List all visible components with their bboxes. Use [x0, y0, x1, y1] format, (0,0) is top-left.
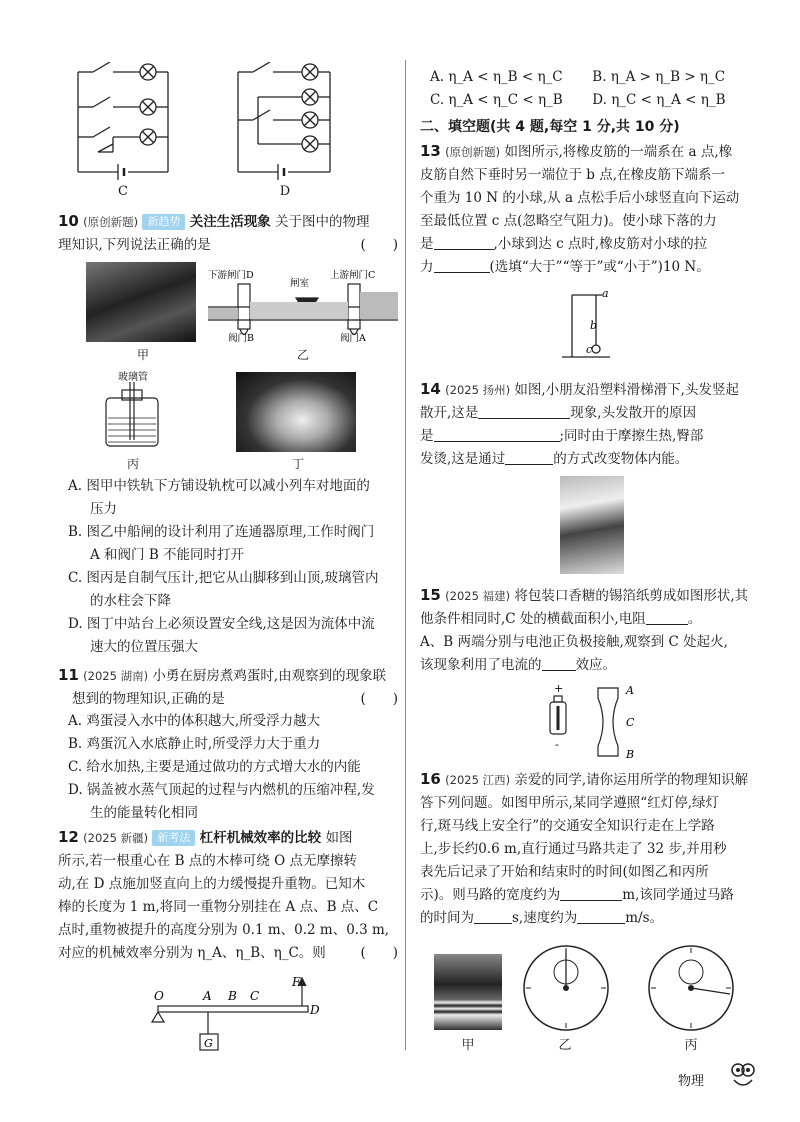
- option-d-cont: 生的能量转化相同: [90, 805, 198, 821]
- question-stem-line6: 示)。则马路的宽度约为: [420, 887, 561, 903]
- question-stem-line4-cont: 效应。: [575, 657, 616, 673]
- answer-paren: ( ): [360, 237, 398, 253]
- question-11: [58, 664, 398, 711]
- option-b-cont: A 和阀门 B 不能同时打开: [90, 547, 245, 563]
- question-stem: 关于图中的物理: [275, 214, 370, 230]
- question-stem-line3: 是: [420, 428, 434, 444]
- answer-blank[interactable]: [505, 450, 553, 465]
- answer-blank[interactable]: [474, 909, 512, 924]
- column-divider: [405, 60, 406, 1050]
- question-stem-line4: 发烫,这是通过: [420, 451, 506, 467]
- question-stem: 小勇在厨房煮鸡蛋时,由观察到的现象联: [152, 668, 387, 684]
- slide-child-photo: [560, 476, 624, 574]
- answer-paren: ( ): [360, 945, 398, 961]
- answer-blank[interactable]: [434, 427, 560, 442]
- answer-blank[interactable]: [560, 886, 622, 901]
- option-b: B. η_A > η_B > η_C: [592, 69, 726, 85]
- section-heading: 二、填空题(共 4 题,每空 1 分,共 10 分): [420, 119, 680, 135]
- option-d-cont: 速大的位置压强大: [90, 639, 198, 655]
- question-14: [420, 378, 760, 471]
- option-b: B. 图乙中船闸的设计利用了连通器原理,工作时阀门: [68, 524, 375, 540]
- question-stem-line2: 皮筋自然下垂时另一端位于 b 点,在橡皮筋下端系一: [420, 167, 726, 183]
- question-stem-line6: 对应的机械效率分别为 η_A、η_B、η_C。则: [58, 945, 326, 961]
- ship-lock-diagram: [208, 262, 398, 342]
- question-number: 13: [420, 142, 441, 160]
- answer-blank[interactable]: [646, 610, 688, 625]
- question-source: (2025 江西): [445, 773, 511, 787]
- question-source: (2025 扬州): [445, 383, 511, 397]
- point-c-label: C: [626, 716, 635, 729]
- valve-b-label: 阀门B: [228, 333, 254, 342]
- gate-d-label: 下游闸门D: [208, 270, 254, 281]
- option-c: C. 给水加热,主要是通过做功的方式增大水的内能: [68, 759, 361, 775]
- option-c-cont: 的水柱会下降: [90, 593, 171, 609]
- question-stem-line6-cont: m,该同学通过马路: [622, 887, 734, 903]
- force-f-label: F: [292, 976, 301, 989]
- end-b-label: B: [626, 748, 635, 761]
- question-stem-line3-cont: ;同时由于摩擦生热,臀部: [559, 428, 704, 444]
- point-a-label: A: [203, 989, 212, 1003]
- option-d: D. 图丁中站台上必须设置安全线,这是因为流体中流: [68, 616, 375, 632]
- negative-terminal: -: [555, 738, 559, 751]
- option-c-label: C: [118, 184, 128, 199]
- question-stem-line5: 是: [420, 236, 434, 252]
- question-10: [58, 210, 398, 257]
- fig-bing-label: 丙: [684, 1038, 698, 1053]
- point-a-label: a: [602, 287, 609, 300]
- question-stem-line2: 答下列问题。如图甲所示,某同学遵照“红灯停,绿灯: [420, 795, 719, 811]
- question-source: (2025 福建): [445, 589, 511, 603]
- option-b: B. 鸡蛋沉入水底静止时,所受浮力大于重力: [68, 736, 321, 752]
- fig-ding-label: 丁: [291, 457, 304, 471]
- option-a: A. 图甲中铁轨下方铺设轨枕可以减小列车对地面的: [68, 478, 370, 494]
- question-source: (原创新题): [83, 215, 139, 229]
- lever-diagram: [148, 976, 328, 1056]
- question-stem-line7-unit: m/s。: [625, 910, 664, 926]
- option-a: A. 鸡蛋浸入水中的体积越大,所受浮力越大: [68, 713, 321, 729]
- question-stem: 如图所示,将橡皮筋的一端系在 a 点,橡: [504, 144, 733, 160]
- question-stem-line6-cont: (选填“大于”“等于”或“小于”)10 N。: [489, 259, 710, 275]
- question-stem-line4: 上,步长约0.6 m,直行通过马路共走了 32 步,并用秒: [420, 841, 727, 857]
- question-stem-line2: 所示,若一根重心在 B 点的木棒可绕 O 点无摩擦转: [58, 853, 357, 869]
- question-source: (2025 湖南): [83, 669, 149, 683]
- option-a-cont: 压力: [90, 501, 117, 517]
- question-12: [58, 826, 398, 965]
- option-c: C. η_A < η_C < η_B: [430, 92, 563, 108]
- question-stem: 将包装口香糖的锡箔纸剪成如图形状,其: [514, 588, 749, 604]
- high-speed-train-photo: [236, 372, 356, 452]
- rubber-band-stand-diagram: [560, 285, 640, 365]
- end-a-label: A: [626, 684, 634, 697]
- point-c-label: c: [586, 343, 593, 356]
- question-stem-line2: 散开,这是: [420, 405, 479, 421]
- answer-blank[interactable]: [542, 656, 576, 671]
- q12-options: [430, 66, 750, 112]
- stopwatch-pair: [516, 944, 756, 1034]
- question-stem-line3: 个重为 10 N 的小球,从 a 点松手后小球竖直向下运动: [420, 190, 740, 206]
- new-trend-badge: 新趋势: [142, 214, 185, 230]
- q11-options: [68, 710, 398, 825]
- gate-c-label: 上游闸门C: [330, 270, 376, 281]
- answer-blank[interactable]: [434, 235, 494, 250]
- question-stem: 如图: [325, 830, 353, 846]
- option-c: C. 图丙是自制气压计,把它从山脚移到山顶,玻璃管内: [68, 570, 379, 586]
- glass-tube-label: 玻璃管: [118, 372, 148, 383]
- question-stem-line6: 力: [420, 259, 434, 275]
- question-stem-line3: 动,在 D 点施加竖直向上的力缓慢提升重物。已知木: [58, 876, 366, 892]
- barometer-bottle-diagram: [88, 370, 178, 450]
- option-a: A. η_A < η_B < η_C: [430, 69, 563, 85]
- crosswalk-photo: [434, 954, 502, 1030]
- question-15: 15 (2025 福建) 将包装口香糖的锡箔纸剪成如图形状,其 他条件相同时,C 处的横截面积小,电阻 。 A、B 两端分别与电池正负极接触,观察到 C 处起火, 该现象利用了电流的 效应。: [420, 586, 749, 673]
- question-topic: 杠杆机械效率的比较: [199, 830, 322, 846]
- question-topic: 关注生活现象: [189, 214, 271, 230]
- question-stem-line2: 他条件相同时,C 处的横截面积小,电阻: [420, 611, 646, 627]
- lock-chamber-label: 闸室: [290, 278, 310, 289]
- point-o-label: O: [154, 989, 164, 1003]
- question-number: 11: [58, 666, 79, 684]
- question-stem-line4: 该现象利用了电流的: [420, 657, 542, 673]
- question-stem-line7: 的时间为: [420, 910, 474, 926]
- new-method-badge: 新考法: [152, 830, 195, 846]
- question-13: [420, 140, 760, 279]
- circuit-diagrams: [68, 62, 358, 202]
- fig-yi-label: 乙: [296, 348, 309, 362]
- question-stem-line2-cont: 现象,头发散开的原因: [570, 405, 697, 421]
- question-stem-line3: A、B 两端分别与电池正负极接触,观察到 C 处起火,: [420, 634, 728, 650]
- question-stem-line7-cont: s,速度约为: [512, 910, 578, 926]
- fig-yi-label: 乙: [558, 1038, 572, 1053]
- question-stem: 亲爱的同学,请你运用所学的物理知识解: [514, 772, 749, 788]
- weight-g-label: G: [204, 1037, 213, 1050]
- question-number: 14: [420, 380, 441, 398]
- point-b-label: b: [590, 319, 598, 332]
- question-source: (原创新题): [445, 145, 501, 159]
- mascot-icon: [728, 1060, 758, 1094]
- answer-blank[interactable]: [434, 258, 490, 273]
- question-stem-line4: 棒的长度为 1 m,将同一重物分别挂在 A 点、B 点、C: [58, 899, 379, 915]
- tin-foil-battery-diagram: [540, 680, 660, 764]
- q10-options: [68, 475, 398, 659]
- answer-paren: ( ): [360, 691, 398, 707]
- option-d-label: D: [279, 184, 291, 199]
- option-d: D. 锅盖被水蒸气顶起的过程与内燃机的压缩冲程,发: [68, 782, 375, 798]
- railway-track-photo: [86, 262, 196, 342]
- question-stem-line5: 表先后记录了开始和结束时的时间(如图乙和丙所: [420, 864, 709, 880]
- point-c-label: C: [250, 989, 260, 1003]
- fig-jia-label: 甲: [461, 1038, 475, 1053]
- question-stem-line4-cont: 的方式改变物体内能。: [553, 451, 689, 467]
- question-number: 12: [58, 828, 79, 846]
- option-d: D. η_C < η_A < η_B: [592, 92, 726, 108]
- question-number: 15: [420, 586, 441, 604]
- question-stem-line5: 点时,重物被提升的高度分别为 0.1 m、0.2 m、0.3 m,: [58, 922, 390, 938]
- positive-terminal: +: [554, 682, 564, 695]
- question-stem-line3: 行,斑马线上安全行”的交通安全知识行走在上学路: [420, 818, 715, 834]
- question-stem-line4: 至最低位置 c 点(忽略空气阻力)。使小球下落的力: [420, 213, 717, 229]
- question-stem-line5-cont: ,小球到达 c 点时,橡皮筋对小球的拉: [493, 236, 708, 252]
- answer-blank[interactable]: [577, 909, 625, 924]
- question-source: (2025 新疆): [83, 831, 149, 845]
- point-d-label: D: [310, 1003, 320, 1017]
- fig-jia-label: 甲: [136, 348, 149, 362]
- question-number: 10: [58, 212, 79, 230]
- valve-a-label: 阀门A: [340, 333, 366, 342]
- answer-blank[interactable]: [478, 404, 570, 419]
- question-stem-cont: 理知识,下列说法正确的是: [58, 237, 211, 253]
- question-stem-cont: 想到的物理知识,正确的是: [72, 691, 225, 707]
- subject-footer: 物理: [678, 1074, 705, 1089]
- question-16: [420, 768, 760, 930]
- question-number: 16: [420, 770, 441, 788]
- point-b-label: B: [228, 989, 237, 1003]
- fig-bing-label: 丙: [126, 457, 139, 471]
- question-stem: 如图,小朋友沿塑料滑梯滑下,头发竖起: [514, 382, 739, 398]
